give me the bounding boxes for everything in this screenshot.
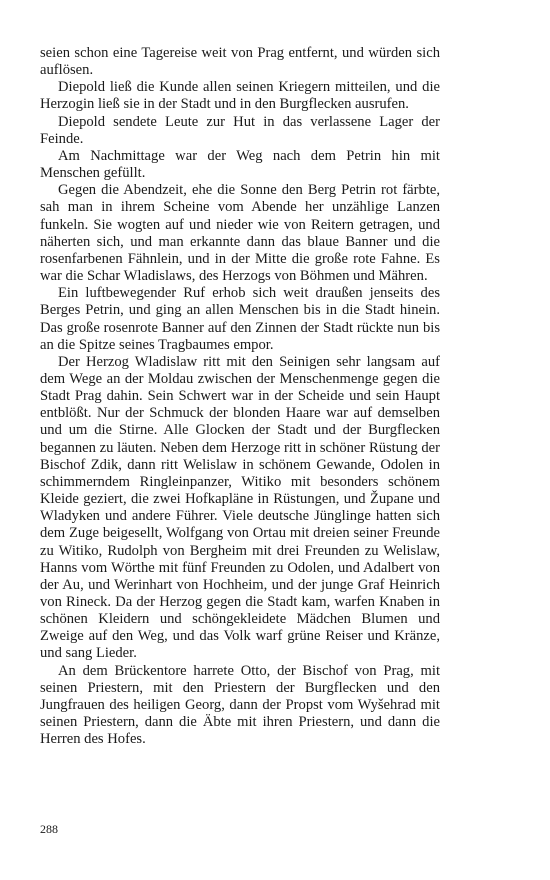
body-text [40,45,440,748]
page-number: 288 [40,822,58,836]
paragraph-4: Am Nachmittage war der Weg nach dem Petrin hin mit Menschen gefüllt. [40,147,440,182]
paragraph-1: seien schon eine Tagereise weit von Prag entfernt, und würden sich auflösen. [40,45,440,79]
paragraph-7: Der Herzog Wladislaw ritt mit den Seinigen sehr langsam auf dem Wege an der Moldau zwischen der Menschenmenge gegen die Stadt Prag dahin. Sein Schwert war in der Scheide und sein Haupt entblößt. Nur der Schmuck der blonden Haare war auf demselben und um die Stirne. Alle Glocken der Stadt und der Burgflecken begannen zu läuten. Neben dem Herzoge ritt in schöner Rüstung der Bischof Zdik, dann ritt Welislaw in schönem Gewande, Odolen in schimmerndem Ringleinpanzer, Witiko mit besonders schönem Kleide geziert, die zwei Hofkapläne in Rüstungen, und Župane und Wladyken und andere Führer. Viele deutsche Jünglinge hatten sich dem Zuge beigesellt, Wolfgang von Ortau mit dreien seiner Freunde zu Witiko, Rudolph von Bergheim mit drei Freunden zu Welislaw, Hanns vom Wörthe mit fünf Freunden zu Odolen, und Adalbert von der Au, und Werinhart von Hochheim, und der junge Graf Heinrich von Rineck. Da der Herzog gegen die Stadt kam, warfen Knaben in schönen Kleidern und schöngekleidete Mädchen Blumen und Zweige auf den Weg, und das Volk warf grüne Reiser und Kränze, und sang Lieder. [40,353,440,662]
paragraph-2: Diepold ließ die Kunde allen seinen Kriegern mitteilen, und die Herzogin ließ sie in der Stadt und in den Burgflecken ausrufen. [40,79,440,113]
paragraph-8: An dem Brückentore harrete Otto, der Bischof von Prag, mit seinen Priestern, mit den Priestern der Burgflecken und den Jungfrauen des heiligen Georg, dann der Propst vom Wyšehrad mit seinen Priestern, dann die Äbte mit ihren Priestern, und dann die Herren des Hofes. [40,662,440,748]
paragraph-5: Gegen die Abendzeit, ehe die Sonne den Berg Petrin rot färbte, sah man in ihrem Scheine vom Abende her unzählige Lanzen funkeln. Sie wogten auf und nieder wie von Reitern getragen, und näherten sich, und man erkannte dann das blaue Banner und die rosenfarbenen Fähnlein, und in der Mitte die große rote Fahne. Es war die Schar Wladislaws, des Herzogs von Böhmen und Mähren. [40,182,440,285]
paragraph-6: Ein luftbewegender Ruf erhob sich weit draußen jenseits des Berges Petrin, und ging an allen Menschen bis in die Stadt hinein. Das große rosenrote Banner auf den Zinnen der Stadt rückte nun bis an die Spitze seines Tragbaumes empor. [40,285,440,353]
paragraph-3: Diepold sendete Leute zur Hut in das verlassene Lager der Feinde. [40,113,440,147]
